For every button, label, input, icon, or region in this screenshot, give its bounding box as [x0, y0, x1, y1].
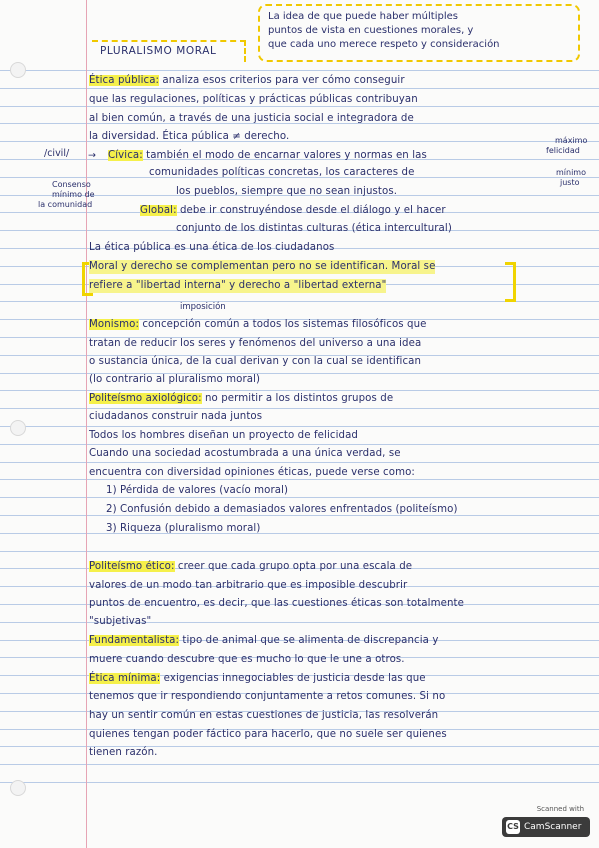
note-text: hay un sentir común en estas cuestiones de justicia, las resolverán — [89, 710, 439, 721]
note-text: muere cuando descubre que es mucho lo que le une a otros. — [89, 654, 405, 665]
note-line — [89, 74, 405, 88]
binder-hole — [10, 62, 26, 78]
binder-hole — [10, 780, 26, 796]
note-line — [89, 260, 435, 274]
note-text: concepción común a todos los sistemas filosóficos que — [139, 319, 427, 330]
note-text: que las regulaciones, políticas y prácticas públicas contribuyan — [89, 94, 418, 105]
note-line — [89, 634, 439, 648]
note-line — [149, 166, 414, 180]
bracket-right — [505, 262, 516, 302]
callout-line: La idea de que puede haber múltiples — [268, 11, 458, 22]
note-line — [89, 447, 401, 461]
note-line — [89, 746, 158, 760]
note-line — [89, 672, 426, 686]
note-text: refiere a "libertad interna" y derecho a "libertad externa" — [89, 280, 387, 291]
highlighted-term: Ética mínima: — [89, 673, 161, 684]
note-line — [176, 185, 397, 199]
note-text: creer que cada grupo opta por una escala de — [174, 561, 413, 572]
note-text: la diversidad. Ética pública ≠ derecho. — [89, 131, 290, 142]
note-text: al bien común, a través de una justicia social e integradora de — [89, 113, 414, 124]
ruled-line — [0, 764, 599, 765]
note-text: ciudadanos construir nada juntos — [89, 411, 263, 422]
note-line — [108, 149, 427, 163]
note-text: exigencias innegociables de justicia desde las que — [160, 673, 426, 684]
note-text: comunidades políticas concretas, los caracteres de — [149, 167, 415, 178]
note-line — [89, 130, 289, 144]
note-line — [89, 709, 438, 723]
note-text: (lo contrario al pluralismo moral) — [89, 374, 261, 385]
note-text: Moral y derecho se complementan pero no se identifican. Moral se — [89, 261, 436, 272]
binder-hole — [10, 420, 26, 436]
note-text: o sustancia única, de la cual derivan y con la cual se identifican — [89, 356, 422, 367]
note-line — [106, 522, 260, 536]
note-line — [89, 429, 358, 443]
margin-note-imposicion: imposición — [180, 302, 226, 312]
note-line — [106, 484, 288, 498]
note-line — [89, 355, 421, 369]
margin-note-minimo: mínimo — [556, 168, 586, 177]
note-text: 1) Pérdida de valores (vacío moral) — [106, 485, 289, 496]
scanner-badge — [502, 817, 590, 837]
note-line — [89, 728, 447, 742]
margin-note-consenso: mínimo de — [52, 190, 95, 199]
ruled-line — [0, 444, 599, 445]
ruled-line — [0, 551, 599, 552]
ruled-line — [0, 70, 599, 71]
note-text: tienen razón. — [89, 747, 158, 758]
margin-note-civil: /civil/ — [44, 148, 70, 159]
note-line — [89, 653, 405, 667]
margin-note-minimo: justo — [560, 178, 580, 187]
ruled-line — [0, 533, 599, 534]
note-text: también el modo de encarnar valores y normas en las — [142, 150, 427, 161]
ruled-line — [0, 782, 599, 783]
note-line — [89, 410, 262, 424]
note-text: "subjetivas" — [89, 616, 152, 627]
margin-line — [86, 0, 87, 848]
ruled-line — [0, 390, 599, 391]
highlighted-term: Politeísmo axiológico: — [89, 393, 202, 404]
margin-note-consenso: la comunidad — [38, 200, 93, 209]
note-line — [89, 279, 386, 293]
margin-note-consenso: Consenso — [52, 180, 91, 189]
scanner-caption: Scanned with — [536, 805, 584, 813]
note-text: tratan de reducir los seres y fenómenos del universo a una idea — [89, 338, 422, 349]
highlighted-term: Monismo: — [89, 319, 140, 330]
ruled-line — [0, 88, 599, 89]
note-line — [89, 241, 334, 255]
note-line — [106, 503, 458, 517]
margin-note-maximo: felicidad — [546, 146, 580, 155]
highlighted-term: Politeísmo ético: — [89, 561, 175, 572]
note-text: tipo de animal que se alimenta de discrepancia y — [179, 635, 439, 646]
ruled-line — [0, 408, 599, 409]
note-line — [89, 93, 418, 107]
ruled-line — [0, 497, 599, 498]
note-line — [89, 337, 421, 351]
note-text: quienes tengan poder fáctico para hacerlo, que no suele ser quienes — [89, 729, 447, 740]
note-line — [89, 690, 445, 704]
note-line — [89, 597, 464, 611]
note-text: los pueblos, siempre que no sean injustos. — [176, 186, 398, 197]
callout-line: puntos de vista en cuestiones morales, y — [268, 25, 474, 36]
highlighted-term: Cívica: — [108, 150, 143, 161]
highlighted-term: Global: — [140, 205, 177, 216]
note-text: Cuando una sociedad acostumbrada a una única verdad, se — [89, 448, 401, 459]
callout-line: que cada uno merece respeto y consideración — [268, 39, 500, 50]
scanner-brand: CamScanner — [524, 822, 582, 832]
note-text: tenemos que ir respondiendo conjuntamente a retos comunes. Si no — [89, 691, 446, 702]
highlighted-term: Ética pública: — [89, 75, 160, 86]
note-text: puntos de encuentro, es decir, que las cuestiones éticas son totalmente — [89, 598, 464, 609]
note-text: La ética pública es una ética de los ciudadanos — [89, 242, 335, 253]
note-line — [89, 318, 427, 332]
note-line — [89, 579, 407, 593]
note-text: valores de un modo tan arbitrario que es imposible descubrir — [89, 580, 408, 591]
note-text: encuentra con diversidad opiniones éticas, puede verse como: — [89, 467, 415, 478]
note-line — [89, 615, 151, 629]
margin-note-maximo: máximo — [555, 136, 588, 145]
camscanner-logo-icon: CS — [506, 820, 520, 834]
note-line — [89, 373, 260, 387]
note-text: 3) Riqueza (pluralismo moral) — [106, 523, 261, 534]
note-line — [89, 112, 414, 126]
ruled-line — [0, 426, 599, 427]
arrow-right-icon: → — [88, 150, 96, 161]
note-line — [89, 392, 393, 406]
note-line — [176, 222, 452, 236]
note-line — [89, 560, 412, 574]
note-text: Todos los hombres diseñan un proyecto de felicidad — [89, 430, 358, 441]
note-text: 2) Confusión debido a demasiados valores enfrentados (politeísmo) — [106, 504, 458, 515]
note-line — [89, 466, 415, 480]
page-title: PLURALISMO MORAL — [100, 45, 217, 57]
note-text: no permitir a los distintos grupos de — [201, 393, 394, 404]
note-text: conjunto de los distintas culturas (ética intercultural) — [176, 223, 452, 234]
camscanner-watermark — [502, 805, 590, 839]
note-text: analiza esos criterios para ver cómo conseguir — [159, 75, 405, 86]
note-text: debe ir construyéndose desde el diálogo y el hacer — [176, 205, 446, 216]
note-line — [140, 204, 446, 218]
highlighted-term: Fundamentalista: — [89, 635, 180, 646]
ruled-line — [0, 462, 599, 463]
